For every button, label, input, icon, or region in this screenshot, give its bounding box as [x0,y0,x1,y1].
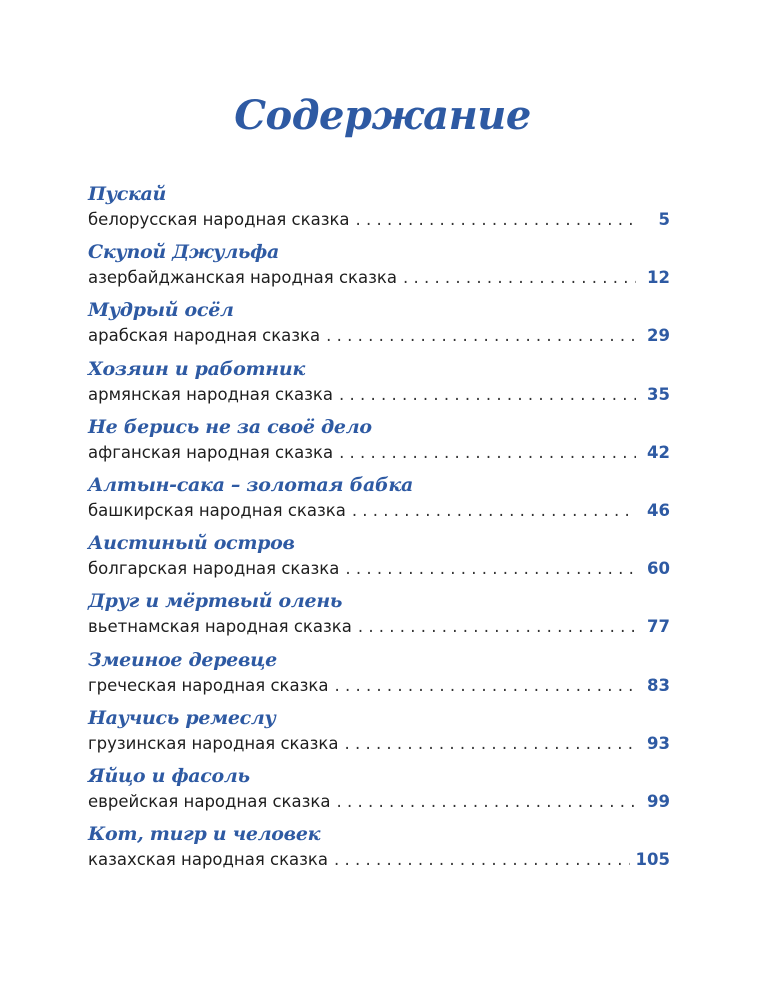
entry-title: Алтын-сака – золотая бабка [88,473,413,496]
page-number: 5 [658,210,670,229]
page-number: 99 [647,791,670,811]
entry-subtitle: вьетнамская народная сказка [88,617,352,637]
dot-leader [339,441,636,465]
toc-entry[interactable] [88,355,670,413]
entry-title: Аистиный остров [88,532,295,555]
entry-title: Научись ремеслу [88,706,276,729]
page-number: 46 [647,500,670,520]
entry-title: Друг и мёртвый олень [88,590,343,613]
entry-title: Змеиное деревце [88,648,277,671]
page-number: 93 [647,733,670,753]
page-number: 42 [647,442,670,462]
page-number: 35 [647,384,670,404]
dot-leader [344,732,636,756]
page-number: 60 [647,559,670,579]
entry-subtitle: белорусская народная сказка [88,210,350,229]
page-number: 77 [647,617,670,637]
dot-leader [345,557,636,581]
toc-entry[interactable] [88,704,670,762]
toc-entry[interactable] [88,471,670,529]
dot-leader [358,615,636,639]
entry-subtitle: афганская народная сказка [88,442,334,462]
page-number: 105 [635,850,670,870]
dot-leader [334,674,636,698]
dot-leader [334,848,630,872]
entry-subtitle: башкирская народная сказка [88,500,346,520]
entry-subtitle: грузинская народная сказка [88,733,339,753]
toc-entry[interactable] [88,529,670,587]
entry-title: Кот, тигр и человек [88,823,321,846]
page-number: 29 [647,326,670,346]
toc-entry[interactable] [88,820,670,878]
toc-entry[interactable] [88,413,670,471]
toc-entry[interactable] [88,180,670,238]
entry-subtitle: болгарская народная сказка [88,559,340,579]
entry-subtitle: казахская народная сказка [88,850,328,870]
entry-title: Пускай [88,183,167,205]
toc-entry[interactable] [88,646,670,704]
dot-leader [356,208,636,232]
toc-entry[interactable] [88,587,670,645]
page-number: 83 [647,675,670,695]
entry-subtitle: греческая народная сказка [88,675,329,695]
dot-leader [337,790,637,814]
entry-subtitle: еврейская народная сказка [88,791,331,811]
dot-leader [352,499,636,523]
toc-entry[interactable] [88,296,670,354]
entry-title: Яйцо и фасоль [88,764,250,787]
dot-leader [326,324,636,348]
entry-subtitle: армянская народная сказка [88,384,334,404]
entry-title: Мудрый осёл [88,299,234,322]
entry-title: Не берись не за своё дело [88,415,372,438]
table-of-contents [88,180,670,878]
dot-leader [339,383,636,407]
entry-subtitle: арабская народная сказка [88,326,321,346]
entry-subtitle: азербайджанская народная сказка [88,268,397,288]
entry-title: Хозяин и работник [88,357,305,380]
page-title: Содержание [234,92,531,139]
toc-entry[interactable] [88,762,670,820]
entry-title: Скупой Джульфа [88,241,280,264]
page-number: 12 [647,268,670,288]
toc-entry[interactable] [88,238,670,296]
dot-leader [403,266,636,290]
